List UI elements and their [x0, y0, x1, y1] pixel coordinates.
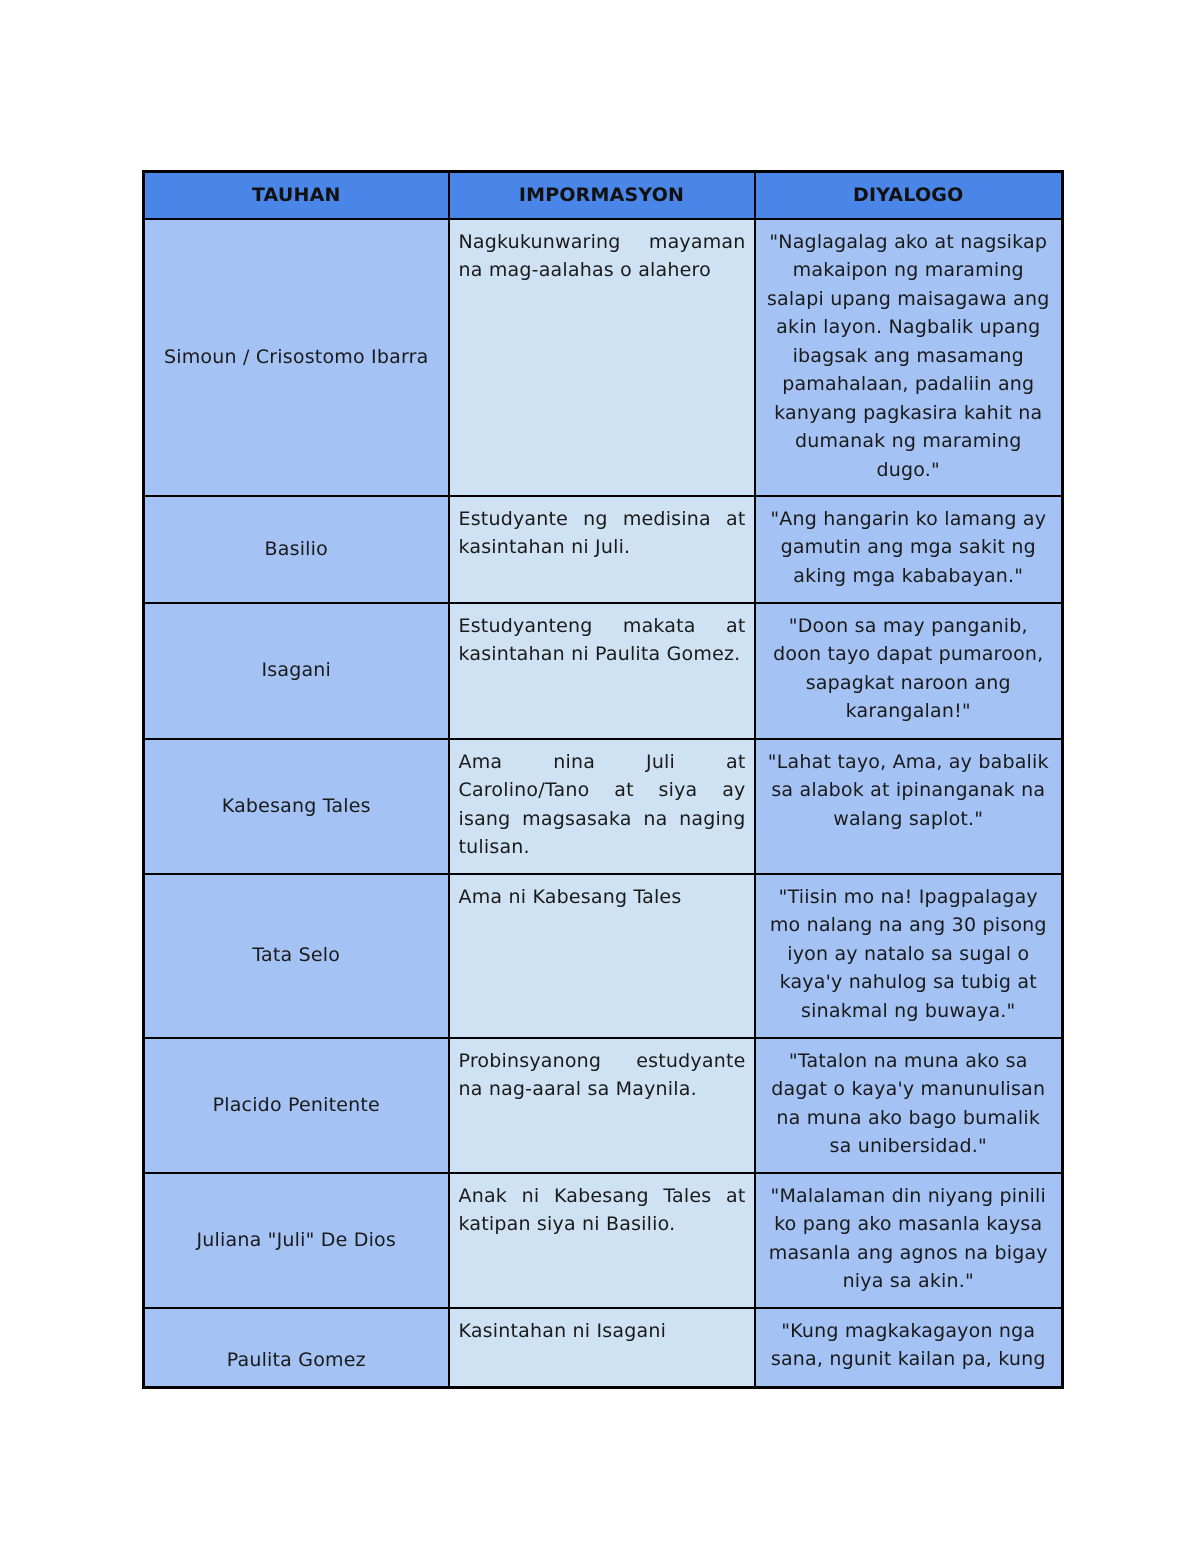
character-info: Ama ni Kabesang Tales	[449, 874, 755, 1038]
character-table	[142, 170, 1064, 1389]
character-name: Basilio	[144, 496, 449, 603]
table-row	[144, 1173, 1063, 1308]
character-dialogue: "Naglagalag ako at nagsikap makaipon ng maraming salapi upang maisagawa ang akin layon. Nagbalik upang ibagsak ang masamang pamahalaan, padaliin ang kanyang pagkasira kahit na dumanak ng maraming dugo."	[755, 219, 1063, 496]
character-info: Nagkukunwaring mayaman na mag-aalahas o alahero	[449, 219, 755, 496]
header-tauhan: TAUHAN	[144, 172, 449, 219]
character-dialogue: "Lahat tayo, Ama, ay babalik sa alabok at ipinanganak na walang saplot."	[755, 739, 1063, 874]
character-name: Simoun / Crisostomo Ibarra	[144, 219, 449, 496]
character-name: Paulita Gomez	[144, 1308, 449, 1388]
character-name: Kabesang Tales	[144, 739, 449, 874]
character-info: Ama nina Juli at Carolino/Tano at siya ay isang magsasaka na naging tulisan.	[449, 739, 755, 874]
character-info: Anak ni Kabesang Tales at katipan siya ni Basilio.	[449, 1173, 755, 1308]
table-header-row	[144, 172, 1063, 219]
character-name: Juliana "Juli" De Dios	[144, 1173, 449, 1308]
character-info: Estudyante ng medisina at kasintahan ni Juli.	[449, 496, 755, 603]
table-row	[144, 739, 1063, 874]
character-dialogue: "Tiisin mo na! Ipagpalagay mo nalang na ang 30 pisong iyon ay natalo sa sugal o kaya'y nahulog sa tubig at sinakmal ng buwaya."	[755, 874, 1063, 1038]
character-info: Estudyanteng makata at kasintahan ni Paulita Gomez.	[449, 603, 755, 739]
header-diyalogo: DIYALOGO	[755, 172, 1063, 219]
character-dialogue: "Tatalon na muna ako sa dagat o kaya'y manunulisan na muna ako bago bumalik sa unibersidad."	[755, 1038, 1063, 1173]
character-info: Kasintahan ni Isagani	[449, 1308, 755, 1388]
character-dialogue: "Kung magkakagayon nga sana, ngunit kailan pa, kung	[755, 1308, 1063, 1388]
character-dialogue: "Doon sa may panganib, doon tayo dapat pumaroon, sapagkat naroon ang karangalan!"	[755, 603, 1063, 739]
table-row	[144, 496, 1063, 603]
header-impormasyon: IMPORMASYON	[449, 172, 755, 219]
table-row	[144, 219, 1063, 496]
character-info: Probinsyanong estudyante na nag-aaral sa Maynila.	[449, 1038, 755, 1173]
character-name: Tata Selo	[144, 874, 449, 1038]
table-row	[144, 603, 1063, 739]
table-row	[144, 874, 1063, 1038]
character-dialogue: "Ang hangarin ko lamang ay gamutin ang mga sakit ng aking mga kababayan."	[755, 496, 1063, 603]
table-row	[144, 1038, 1063, 1173]
character-name: Isagani	[144, 603, 449, 739]
character-dialogue: "Malalaman din niyang pinili ko pang ako masanla kaysa masanla ang agnos na bigay niya sa akin."	[755, 1173, 1063, 1308]
character-name: Placido Penitente	[144, 1038, 449, 1173]
table-row	[144, 1308, 1063, 1388]
